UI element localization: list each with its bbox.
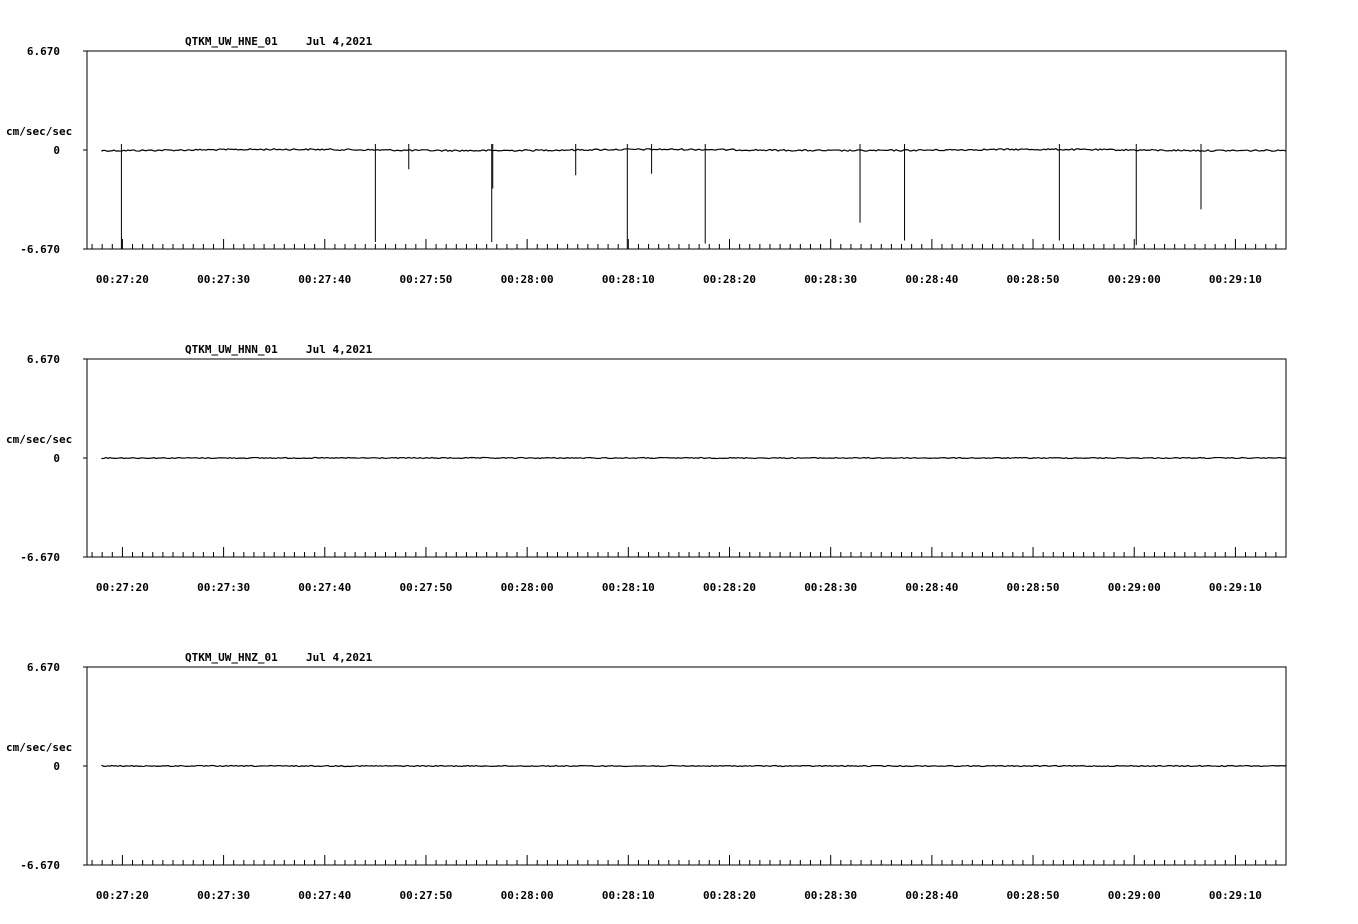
x-tick-label: 00:27:20 bbox=[95, 889, 149, 902]
x-tick-label: 00:28:40 bbox=[905, 273, 959, 286]
y-axis-label: cm/sec/sec bbox=[6, 125, 73, 138]
x-tick-label: 00:28:10 bbox=[601, 273, 655, 286]
trace-line bbox=[102, 149, 1286, 152]
x-tick-label: 00:29:00 bbox=[1107, 581, 1161, 594]
x-tick-label: 00:28:50 bbox=[1006, 273, 1060, 286]
x-tick-label: 00:28:00 bbox=[500, 273, 554, 286]
x-tick-label: 00:27:50 bbox=[399, 581, 453, 594]
x-tick-label: 00:29:00 bbox=[1107, 273, 1161, 286]
x-tick-label: 00:29:10 bbox=[1208, 889, 1262, 902]
channel-title: QTKM_UW_HNZ_01 bbox=[185, 651, 278, 664]
x-tick-label: 00:28:50 bbox=[1006, 581, 1060, 594]
x-tick-label: 00:27:20 bbox=[95, 581, 149, 594]
channel-title: QTKM_UW_HNN_01 bbox=[185, 343, 278, 356]
x-tick-label: 00:27:30 bbox=[197, 889, 251, 902]
channel-date: Jul 4,2021 bbox=[306, 651, 373, 664]
x-tick-label: 00:27:30 bbox=[197, 581, 251, 594]
x-tick-label: 00:28:20 bbox=[703, 889, 756, 902]
x-tick-label: 00:27:50 bbox=[399, 889, 453, 902]
channel-date: Jul 4,2021 bbox=[306, 343, 373, 356]
y-tick-label-max: 6.670 bbox=[26, 661, 60, 674]
panel-1 bbox=[6, 35, 1286, 286]
trace-line bbox=[102, 766, 1286, 767]
y-tick-label-max: 6.670 bbox=[26, 45, 60, 58]
y-tick-label-zero: 0 bbox=[53, 144, 60, 157]
y-tick-label-zero: 0 bbox=[53, 760, 60, 773]
x-tick-label: 00:29:10 bbox=[1208, 581, 1262, 594]
x-tick-label: 00:28:00 bbox=[500, 581, 554, 594]
y-tick-label-max: 6.670 bbox=[26, 353, 60, 366]
x-tick-label: 00:28:30 bbox=[804, 273, 858, 286]
panel-3 bbox=[6, 651, 1286, 902]
y-tick-label-zero: 0 bbox=[53, 452, 60, 465]
x-tick-label: 00:28:40 bbox=[905, 889, 959, 902]
x-tick-label: 00:29:10 bbox=[1208, 273, 1262, 286]
y-tick-label-min: -6.670 bbox=[20, 551, 60, 564]
x-tick-label: 00:28:10 bbox=[601, 581, 655, 594]
y-axis-label: cm/sec/sec bbox=[6, 433, 73, 446]
x-tick-label: 00:27:40 bbox=[298, 889, 352, 902]
x-tick-label: 00:28:40 bbox=[905, 581, 959, 594]
x-tick-label: 00:28:20 bbox=[703, 581, 756, 594]
x-tick-label: 00:27:30 bbox=[197, 273, 251, 286]
y-axis-label: cm/sec/sec bbox=[6, 741, 73, 754]
trace-line bbox=[102, 458, 1286, 459]
x-tick-label: 00:29:00 bbox=[1107, 889, 1161, 902]
x-tick-label: 00:28:50 bbox=[1006, 889, 1060, 902]
x-tick-label: 00:28:30 bbox=[804, 889, 858, 902]
x-tick-label: 00:28:00 bbox=[500, 889, 554, 902]
x-tick-label: 00:27:50 bbox=[399, 273, 453, 286]
x-tick-label: 00:28:20 bbox=[703, 273, 756, 286]
x-tick-label: 00:28:10 bbox=[601, 889, 655, 902]
panel-2 bbox=[6, 343, 1286, 594]
y-tick-label-min: -6.670 bbox=[20, 243, 60, 256]
x-tick-label: 00:28:30 bbox=[804, 581, 858, 594]
y-tick-label-min: -6.670 bbox=[20, 859, 60, 872]
x-tick-label: 00:27:40 bbox=[298, 273, 352, 286]
channel-title: QTKM_UW_HNE_01 bbox=[185, 35, 278, 48]
channel-date: Jul 4,2021 bbox=[306, 35, 373, 48]
x-tick-label: 00:27:40 bbox=[298, 581, 352, 594]
x-tick-label: 00:27:20 bbox=[95, 273, 149, 286]
